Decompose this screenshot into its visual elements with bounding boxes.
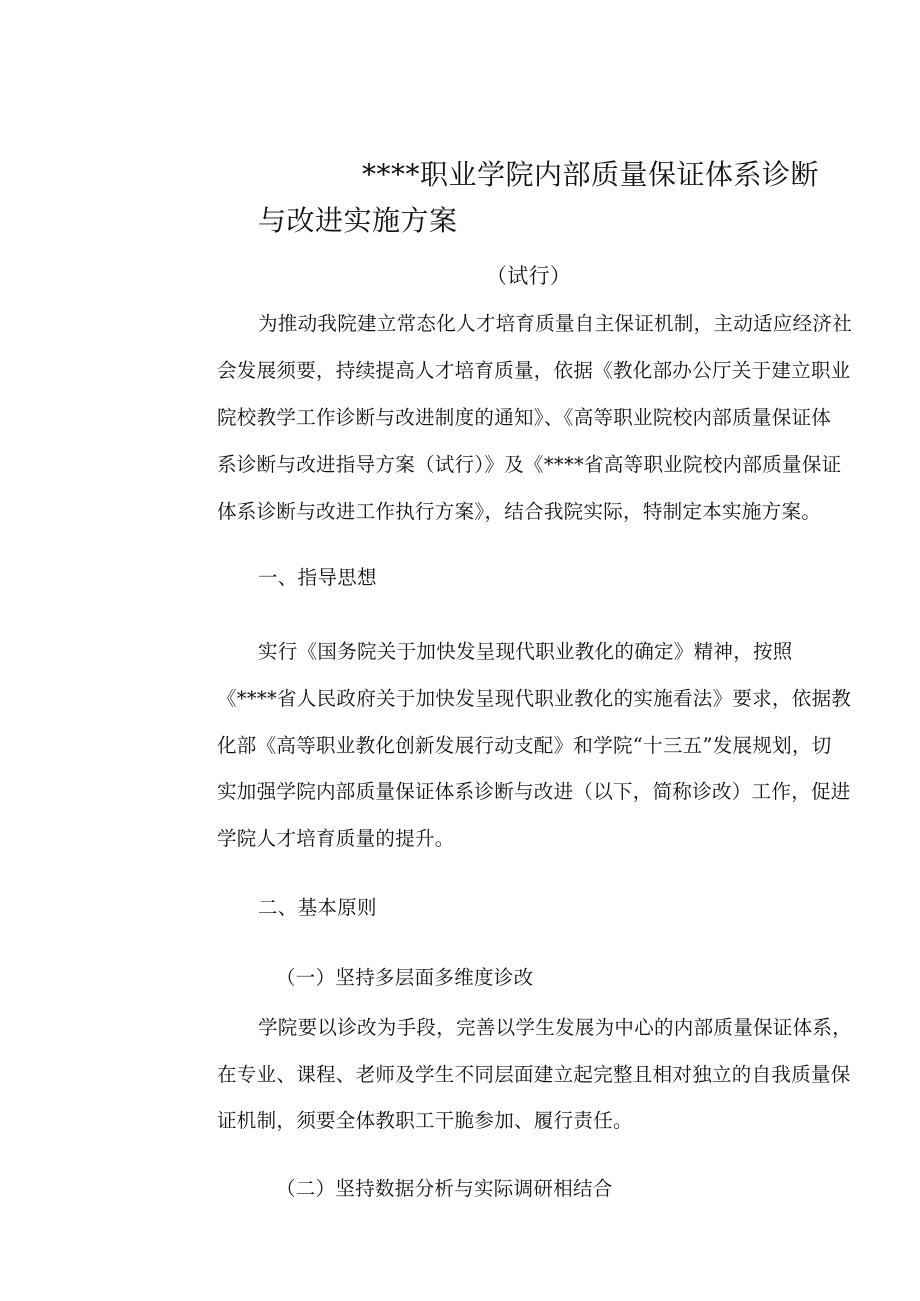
section1-line: 《****省人民政府关于加快发呈现代职业教化的实施看法》要求，依据教 bbox=[217, 687, 852, 710]
section1-line: 实加强学院内部质量保证体系诊断与改进（以下，简称诊改）工作，促进 bbox=[217, 780, 851, 803]
section1-line: 实行《国务院关于加快发呈现代职业教化的确定》精神，按照 bbox=[258, 640, 793, 663]
section1-line: 学院人才培育质量的提升。 bbox=[217, 827, 455, 850]
intro-line: 系诊断与改进指导方案（试行）》及《****省高等职业院校内部质量保证 bbox=[217, 453, 842, 476]
section-heading: 一、指导思想 bbox=[258, 566, 377, 589]
subsection-heading: （二）坚持数据分析与实际调研相结合 bbox=[276, 1177, 613, 1200]
subsection1-line: 学院要以诊改为手段，完善以学生发展为中心的内部质量保证体系， bbox=[258, 1016, 853, 1039]
document-title-line-2: 与改进实施方案 bbox=[258, 204, 458, 237]
subsection1-line: 在专业、课程、老师及学生不同层面建立起完整且相对独立的自我质量保 bbox=[217, 1063, 851, 1086]
section-heading: 二、基本原则 bbox=[258, 896, 377, 919]
document-subtitle: （试行） bbox=[486, 264, 572, 288]
document-title-line-1: ****职业学院内部质量保证体系诊断 bbox=[362, 158, 820, 191]
intro-line: 体系诊断与改进工作执行方案》，结合我院实际，特制定本实施方案。 bbox=[217, 500, 822, 523]
subsection-heading: （一）坚持多层面多维度诊改 bbox=[276, 966, 534, 989]
intro-line: 院校教学工作诊断与改进制度的通知》、《高等职业院校内部质量保证体 bbox=[217, 406, 832, 429]
intro-line: 为推动我院建立常态化人才培育质量自主保证机制，主动适应经济社 bbox=[258, 312, 853, 335]
subsection1-line: 证机制，须要全体教职工干脆参加、履行责任。 bbox=[217, 1109, 633, 1132]
intro-line: 会发展须要，持续提高人才培育质量，依据《教化部办公厅关于建立职业 bbox=[217, 359, 851, 382]
section1-line: 化部《高等职业教化创新发展行动支配》和学院“十三五”发展规划，切 bbox=[217, 734, 832, 757]
